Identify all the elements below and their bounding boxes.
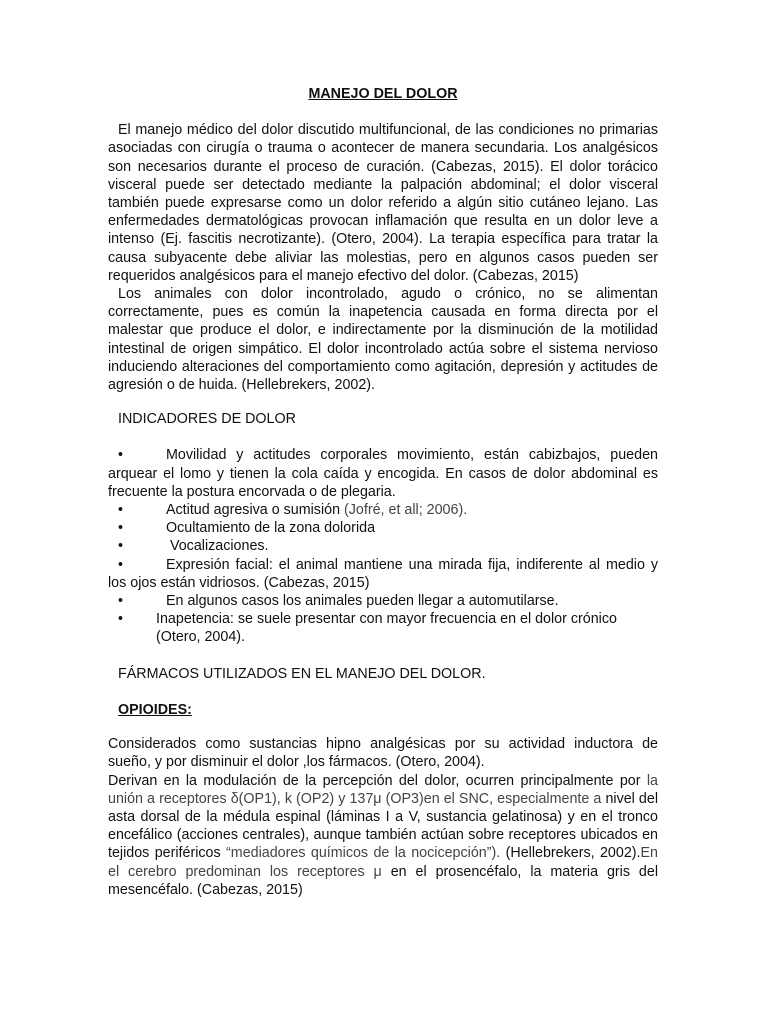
opioids-text: en el prosencéfalo, la materia gris del mesencéfalo. (Cabezas, 2015) [108, 863, 659, 898]
bullet-icon: • [118, 447, 124, 464]
opioids-text: la unión a receptores δ(OP1), k (OP2) y 137μ (OP3)en el SNC, especialmente a [108, 772, 658, 807]
intro-paragraph-2: Los animales con dolor incontrolado, agudo o crónico, no se alimentan correctamente, pues es común la inapetencia causada en forma directa por el malestar que produce el dolor, e indirectamente por la disminución de la motilidad intestinal de origen simpático. El dolor incontrolado actúa sobre el sistema nervioso induciendo alteraciones del comportamiento como agitación, depresión y actitudes de agresión o de huida. (Hellebrekers, 2002). [108, 286, 658, 394]
bullet-icon: • [118, 502, 124, 519]
list-item [108, 519, 658, 537]
list-item [108, 610, 658, 646]
opioids-text: En el cerebro predominan los receptores μ [108, 845, 659, 880]
list-item-text: Inapetencia: se suele presentar con mayor frecuencia en el dolor crónico (Otero, 2004). [156, 611, 617, 646]
list-item-text: Movilidad y actitudes corporales movimiento, están cabizbajos, pueden arquear el lomo y tienen la cola caída y encogida. En casos de dolor abdominal es frecuente la postura encorvada o de plegaria. [108, 447, 658, 500]
opioids-text: nivel del asta dorsal de la médula espinal (láminas I a V, sustancia gelatinosa) y en el tronco encefálico (acciones centrales), aunque también actúan sobre receptores ubicados en tejidos periféricos [108, 790, 658, 862]
list-item-text: Vocalizaciones. [166, 538, 269, 555]
list-item [108, 446, 658, 501]
bullet-icon: • [118, 520, 124, 537]
opioids-paragraph-1: Considerados como sustancias hipno analgésicas por su actividad inductora de sueño, y por disminuir el dolor ,los fármacos. (Otero, 2004). [108, 736, 658, 771]
list-item [108, 537, 658, 555]
citation: (Jofré, et all; 2006). [344, 502, 468, 519]
intro-paragraph-1: El manejo médico del dolor discutido multifuncional, de las condiciones no primarias asociadas con cirugía o trauma o acontecer de manera secundaria. Los analgésicos son necesarios durante el proceso de curación. (Cabezas, 2015). El dolor torácico visceral puede ser detectado mediante la palpación abdominal; el dolor visceral también puede expresarse como un dolor referido a algún sitio cutáneo lejano. Las enfermedades dermatológicas provocan inflamación que resulta en un dolor leve a intenso (Ej. fascitis necrotizante). (Otero, 2004). La terapia específica para tratar la causa subyacente debe aliviar las molestias, pero en algunos casos pueden ser requeridos analgésicos para el manejo efectivo del dolor. (Cabezas, 2015) [108, 122, 658, 284]
bullet-icon: • [118, 556, 124, 573]
list-item [108, 556, 658, 592]
page-title: MANEJO DEL DOLOR [308, 86, 458, 102]
bullet-icon: • [118, 611, 124, 628]
list-item [108, 501, 658, 519]
opioids-heading: OPIOIDES: [118, 701, 192, 718]
bullet-icon: • [118, 593, 124, 610]
opioids-text: “mediadores químicos de la nocicepción”). [226, 845, 501, 862]
list-item-text: En algunos casos los animales pueden llegar a automutilarse. [166, 593, 559, 610]
indicators-list [108, 446, 658, 646]
list-item-text: Expresión facial: el animal mantiene una mirada fija, indiferente al medio y los ojos están vidriosos. (Cabezas, 2015) [108, 556, 658, 591]
list-item-text: Ocultamiento de la zona dolorida [166, 520, 376, 537]
indicators-heading: INDICADORES DE DOLOR [118, 411, 296, 428]
list-item [108, 592, 658, 610]
opioids-paragraph-2 [108, 772, 658, 899]
document-body [108, 85, 658, 899]
list-item-text: Actitud agresiva o sumisión [166, 502, 344, 519]
bullet-icon: • [118, 538, 124, 555]
opioids-text: Derivan en la modulación de la percepción del dolor, ocurren principalmente por [108, 772, 647, 789]
opioids-text: (Hellebrekers, 2002). [500, 845, 641, 862]
drugs-heading: FÁRMACOS UTILIZADOS EN EL MANEJO DEL DOLOR. [118, 665, 486, 682]
